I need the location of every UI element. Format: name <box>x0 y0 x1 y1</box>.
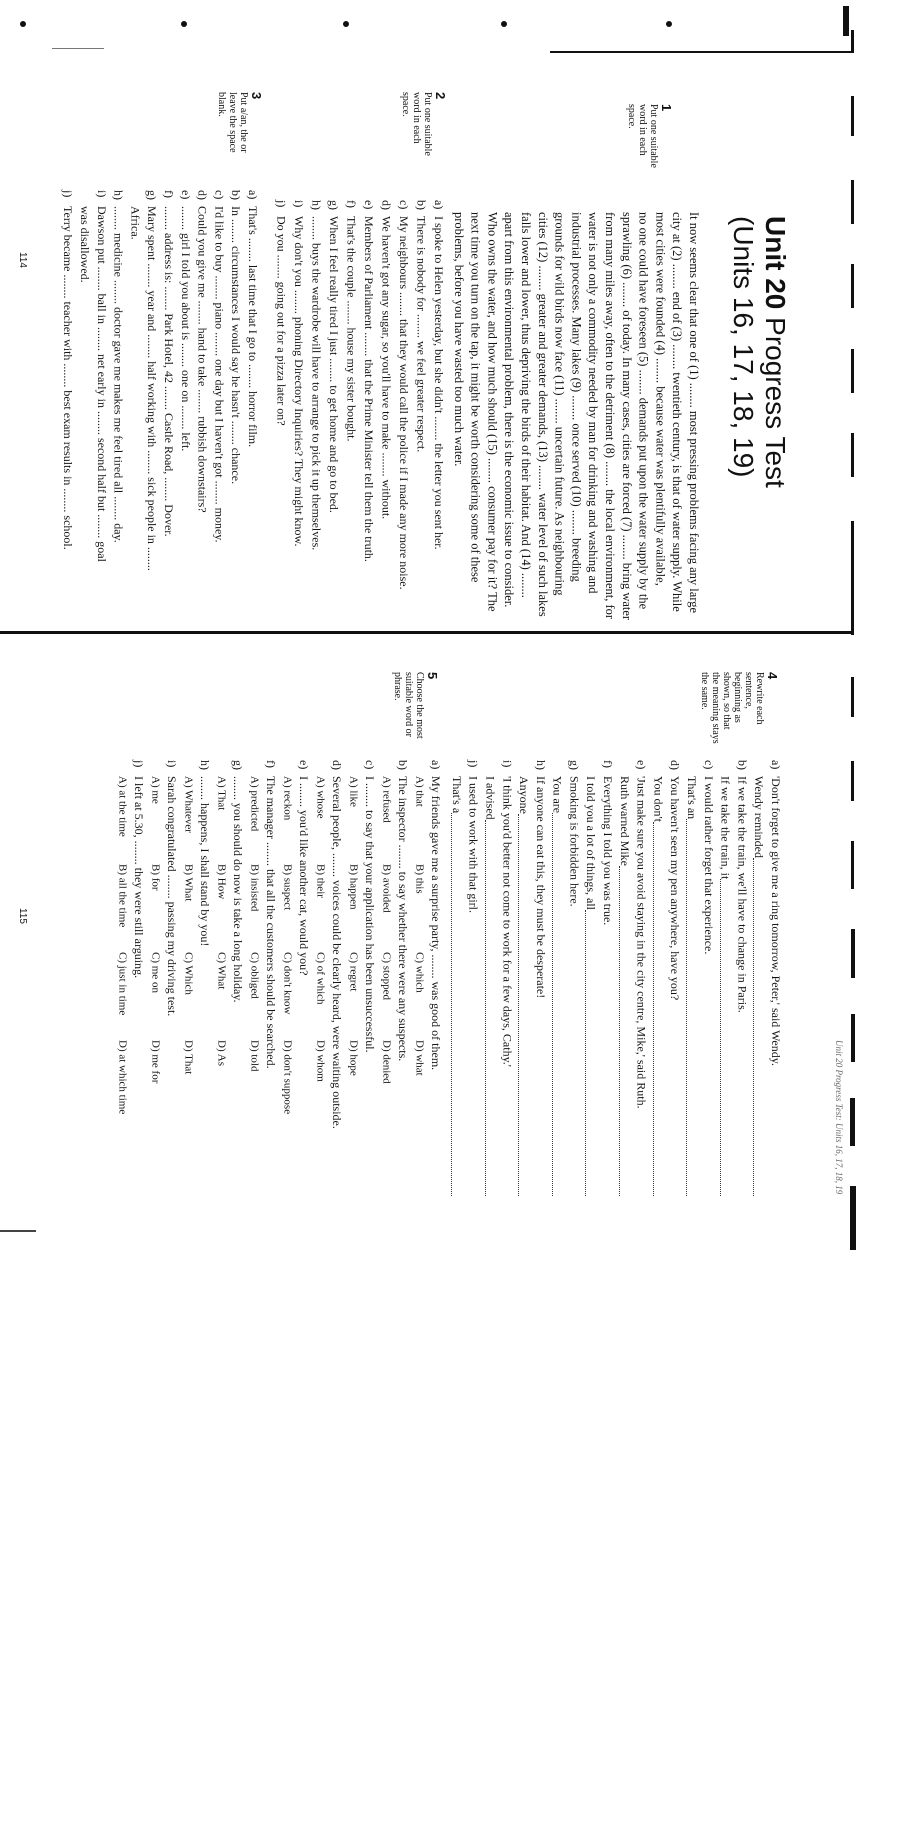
item-label: j) <box>466 760 481 768</box>
exercise-item <box>566 760 583 1196</box>
passage-line: Who owns the water, and how much should (15) ........ consumer pay for it? The <box>485 212 500 612</box>
answer-option: A) That <box>215 776 228 811</box>
dotted-answer-space <box>518 814 532 1196</box>
instruction-line: beginning as <box>732 672 743 723</box>
answer-option: B) for <box>149 864 162 891</box>
scan-dot-mark <box>501 21 507 27</box>
answer-option: B) What <box>182 864 195 902</box>
exercise-item <box>767 760 784 1196</box>
exercise-item <box>194 190 211 571</box>
answer-line <box>515 760 532 1196</box>
answer-option: D) That <box>182 1040 195 1075</box>
page-number: 114 <box>17 252 28 268</box>
options-row <box>246 760 263 1129</box>
scan-mark <box>52 48 104 49</box>
exercise-item <box>131 760 148 1129</box>
answer-option: B) happen <box>347 864 360 910</box>
answer-option: D) As <box>215 1040 228 1066</box>
item-label: i) <box>292 200 306 208</box>
options-row <box>180 760 197 1129</box>
options-row <box>378 760 395 1129</box>
answer-option: D) told <box>248 1040 261 1072</box>
dotted-answer-space <box>585 910 599 1196</box>
answer-option: A) reckon <box>281 776 294 821</box>
item-label: e) <box>634 760 649 770</box>
item-label: f) <box>344 200 359 208</box>
section-number: 5 <box>425 672 440 680</box>
item-text: I ........ you'd like another cat, would you? <box>297 776 311 976</box>
answer-start: I told you a lot of things, all <box>584 776 599 910</box>
answer-option: C) regret <box>347 952 360 992</box>
answer-option: A) whose <box>314 776 327 819</box>
dotted-answer-space <box>686 819 700 1196</box>
section-5-items <box>114 760 444 1129</box>
passage-line: grounds for wild birds now face (11) ........ uncertain future. As neighbouring <box>552 212 567 596</box>
item-text: Sarah congratulated ........ passing my driving test. <box>165 776 179 1017</box>
instruction-line: shown, so that <box>721 672 732 730</box>
exercise-item <box>143 190 160 571</box>
item-prompt: I used to work with that girl. <box>466 776 481 913</box>
passage-line: cities (12) ........ greater and greater demands, (13) ........ water level of such lakes <box>535 212 550 617</box>
page-edge-bar <box>851 180 854 224</box>
dotted-answer-space <box>753 858 767 1196</box>
passage-line: next time you turn on the tap, it might be worth considering some of these <box>468 212 483 583</box>
exercise-item <box>296 760 313 1129</box>
item-text: When I feel really tired I just ........ to get home and go to bed. <box>327 216 341 513</box>
answer-option: A) refused <box>380 776 393 823</box>
exercise-item <box>307 200 325 590</box>
item-label: e) <box>297 760 311 770</box>
item-label: b) <box>229 190 244 200</box>
item-label: c) <box>363 760 377 770</box>
item-text: I ........ to say that your application has been unsuccessful. <box>363 776 377 1053</box>
answer-start: If we take the train, it <box>718 776 733 880</box>
answer-line <box>482 760 499 1196</box>
item-text: Dawson put ........ ball in ........ net early in ........ second half but ........ goal <box>94 206 109 562</box>
item-text: We haven't got any sugar, so you'll have to make ........ without. <box>379 216 394 520</box>
exercise-item <box>395 200 413 590</box>
instruction-line: phrase. <box>392 672 403 701</box>
instruction-line: Rewrite each <box>754 672 765 725</box>
answer-option: C) don't know <box>281 952 294 1015</box>
passage-line: sprawling (6) ........ of today. In many cases, cities are forced (7) ........ bring water <box>619 212 634 621</box>
item-label: g) <box>231 760 245 770</box>
item-text: I spoke to Helen yesterday, but she didn't ........ the letter you sent her. <box>432 216 446 550</box>
item-prompt: 'I think you'd better not come to work for a few days, Cathy.' <box>500 776 515 1067</box>
passage-line: city at (2) ........ end of (3) ........ twentieth century, is that of water supply. While <box>670 212 685 612</box>
answer-option: D) me for <box>149 1040 162 1084</box>
answer-option: C) obliged <box>248 952 261 999</box>
instruction-line: Put a/an, the or <box>238 92 249 153</box>
title-unit: Unit 20 <box>760 216 791 310</box>
item-prompt: 'Don't forget to give me a ring tomorrow, Peter,' said Wendy. <box>769 776 783 1066</box>
exercise-item <box>599 760 616 1196</box>
item-text: Africa. <box>128 206 143 240</box>
instruction-line: Choose the most <box>414 672 425 739</box>
item-label: i) <box>165 760 179 768</box>
answer-option: B) suspect <box>281 864 294 911</box>
passage-line: from many miles away, often to the detriment (8) ........ the local environment, for <box>603 212 618 620</box>
answer-line <box>549 760 566 1196</box>
exercise-item <box>177 190 194 571</box>
answer-option: A) at the time <box>116 776 129 837</box>
passage-line: It now seems clear that one of (1) ........ most pressing problems facing any large <box>687 212 701 614</box>
item-label: a) <box>429 760 443 770</box>
section-5-label <box>392 672 439 739</box>
item-label: f) <box>264 760 278 768</box>
exercise-item <box>244 190 261 571</box>
item-label: b) <box>414 200 429 210</box>
answer-start: Ruth warned Mike <box>617 776 632 866</box>
item-text: In ........ circumstances I would say he hasn't ........ chance. <box>229 206 244 485</box>
passage-line: problems, before you have wasted too much water. <box>451 212 466 467</box>
exercise-item <box>412 200 430 590</box>
passage-line: industrial processes. Many lakes (9) ........ once served (10) ........ breeding <box>569 212 584 582</box>
answer-line <box>750 760 767 1196</box>
exercise-item <box>532 760 549 1196</box>
instruction-line: space. <box>626 104 637 129</box>
item-text: I'd like to buy ........ piano ........ one day but I haven't got ........ money. <box>212 206 227 543</box>
answer-start: You don't <box>651 776 666 822</box>
item-label: g) <box>327 200 341 210</box>
dotted-answer-space <box>619 866 633 1196</box>
page-number: 115 <box>17 908 28 924</box>
section-4-label <box>699 672 779 744</box>
options-row <box>147 760 164 1129</box>
exercise-item <box>377 200 395 590</box>
page-edge-bar <box>851 1014 855 1062</box>
answer-start: You are <box>550 776 565 814</box>
item-text: ........ address is: ........ Park Hotel, 42 ........ Castle Road, ........ Dover. <box>162 206 177 537</box>
item-label: a) <box>246 190 260 200</box>
exercise-item <box>272 200 290 590</box>
page-edge-bar <box>851 677 854 717</box>
item-text: That's ........ last time that I go to ........ horror film. <box>246 206 260 448</box>
exercise-item <box>342 200 360 590</box>
exercise-item <box>428 760 445 1129</box>
section-1-label <box>626 104 673 168</box>
exercise-item <box>263 760 280 1129</box>
item-prompt: I would rather forget that experience. <box>701 776 716 955</box>
item-label: i) <box>94 190 109 198</box>
answer-option: C) just in time <box>116 952 129 1016</box>
section-number: 1 <box>659 104 674 112</box>
dotted-answer-space <box>451 813 465 1196</box>
answer-option: D) hope <box>347 1040 360 1076</box>
page-edge-bar <box>851 841 854 889</box>
exercise-item <box>227 190 244 571</box>
item-text: My neighbours ........ that they would call the police if I made any more noise. <box>397 216 411 590</box>
section-2-items <box>272 200 447 590</box>
item-label: c) <box>212 190 227 200</box>
answer-option: A) like <box>347 776 360 807</box>
page-edge-bar <box>850 1098 855 1146</box>
exercise-item <box>734 760 751 1196</box>
page-divider <box>0 631 853 634</box>
answer-option: D) what <box>413 1040 426 1076</box>
exercise-item <box>211 190 228 571</box>
exercise-item <box>325 200 343 590</box>
page-title <box>727 216 791 488</box>
exercise-item <box>700 760 717 1196</box>
instruction-line: the same. <box>699 672 710 710</box>
running-header: Unit 20 Progress Test: Units 16, 17, 18, 19 <box>834 1040 844 1195</box>
answer-option: A) that <box>413 776 426 807</box>
section-3-label <box>216 92 263 153</box>
dotted-answer-space <box>720 879 734 1196</box>
item-prompt: Smoking is forbidden here. <box>567 776 582 907</box>
section-number: 4 <box>765 672 780 680</box>
exercise-item <box>164 760 181 1129</box>
item-label: d) <box>195 190 210 200</box>
item-label: f) <box>601 760 616 768</box>
answer-line <box>616 760 633 1196</box>
item-text: Terry became ........ teacher with ........ best exam results in ........ school. <box>61 206 76 550</box>
scan-dot-mark <box>20 21 26 27</box>
item-text: ........ girl I told you about is ........ one on ........ left. <box>178 206 193 452</box>
exercise-item <box>395 760 412 1129</box>
scan-mark <box>0 1230 36 1232</box>
item-label: j) <box>61 190 76 198</box>
options-row <box>345 760 362 1129</box>
dotted-answer-space <box>653 822 667 1196</box>
answer-option: B) this <box>413 864 426 894</box>
item-prompt: 'Just make sure you avoid staying in the city centre, Mike,' said Ruth. <box>634 776 649 1109</box>
item-text: ........ medicine ........ doctor gave me makes me feel tired all ........ day. <box>111 206 126 543</box>
answer-option: B) avoided <box>380 864 393 913</box>
answer-start: Anyone <box>517 776 532 814</box>
item-label: e) <box>362 200 376 210</box>
answer-line <box>683 760 700 1196</box>
instruction-line: Put one suitable <box>648 104 659 168</box>
scan-dot-mark <box>181 21 187 27</box>
answer-line <box>582 760 599 1196</box>
section-3-items <box>59 190 261 571</box>
item-text: Mary spent ........ year and ........ half working with ........ sick people in ........ <box>145 206 160 571</box>
answer-option: C) which <box>413 952 426 993</box>
exercise-item <box>127 190 144 571</box>
item-label: i) <box>500 760 515 768</box>
exercise-item <box>465 760 482 1196</box>
item-text: The inspector ........ to say whether there were any suspects. <box>396 776 410 1062</box>
section-2-label <box>400 92 447 156</box>
instruction-line: blank. <box>216 92 227 117</box>
item-label: a) <box>432 200 446 210</box>
exercise-item <box>197 760 214 1129</box>
item-text: ........ happens, I shall stand by you! <box>198 776 212 947</box>
item-text: ........ buys the wardrobe will have to arrange to pick it up themselves. <box>309 216 324 551</box>
instruction-line: suitable word or <box>403 672 414 737</box>
dotted-answer-space <box>552 813 566 1196</box>
exercise-item <box>59 190 76 571</box>
page-edge-bar <box>851 545 854 635</box>
section-4-items <box>448 760 784 1196</box>
item-text: was disallowed. <box>78 206 93 283</box>
item-text: Why don't you ........ phoning Directory Inquiries? They might know. <box>292 216 306 547</box>
answer-option: C) Which <box>182 952 195 995</box>
exercise-item <box>360 200 378 590</box>
answer-option: C) What <box>215 952 228 990</box>
passage-line: apart from this environmental problem, there is the economic issue to consider. <box>502 212 517 608</box>
page-edge-bar <box>851 30 854 53</box>
answer-start: That's an <box>685 776 700 820</box>
answer-line <box>717 760 734 1196</box>
answer-option: C) of which <box>314 952 327 1005</box>
answer-option: D) don't suppose <box>281 1040 294 1115</box>
instruction-line: word in each <box>637 104 648 156</box>
item-label: a) <box>769 760 783 770</box>
item-label: j) <box>132 760 146 768</box>
options-row <box>411 760 428 1129</box>
section-number: 2 <box>433 92 448 100</box>
answer-option: B) How <box>215 864 228 900</box>
options-row <box>213 760 230 1129</box>
answer-option: C) me on <box>149 952 162 993</box>
exercise-item <box>430 200 448 590</box>
item-label: f) <box>162 190 177 198</box>
scan-mark <box>843 6 849 36</box>
answer-start: I advised <box>483 776 498 820</box>
page-edge-bar <box>851 349 854 393</box>
page-edge-bar <box>851 761 854 801</box>
item-label: c) <box>701 760 716 770</box>
section-1-passage <box>450 212 702 620</box>
passage-line: falls lower and lower, thus depriving the birds of their habitat. And (14) ........ <box>519 212 534 598</box>
item-text: There is nobody for ........ we feel greater respect. <box>414 216 429 453</box>
exercise-item <box>666 760 683 1196</box>
page-edge-bar <box>851 96 854 136</box>
item-label: g) <box>145 190 160 200</box>
item-prompt: If anyone can eat this, they must be desperate! <box>533 776 548 999</box>
item-text: The manager ........ that all the customers should be searched. <box>264 776 278 1069</box>
item-text: My friends gave me a surprise party, ........ was good of them. <box>429 776 443 1071</box>
options-row <box>114 760 131 1129</box>
exercise-item <box>230 760 247 1129</box>
item-label: h) <box>111 190 126 200</box>
page-edge-bar <box>851 264 854 308</box>
exercise-item <box>290 200 308 590</box>
item-prompt: You haven't seen my pen anywhere, have you? <box>668 776 683 1001</box>
item-label: e) <box>178 190 193 200</box>
item-text: Several people, ........ voices could be clearly heard, were waiting outside. <box>330 776 344 1129</box>
passage-line: no one could have foreseen (5) ........ demands put upon the water supply by the <box>636 212 651 610</box>
exercise-item <box>362 760 379 1129</box>
answer-option: C) stopped <box>380 952 393 1000</box>
item-text: Could you give me ........ hand to take ........ rubbish downstairs? <box>195 206 210 513</box>
exercise-item <box>93 190 110 571</box>
item-text: Members of Parliament ........ that the Prime Minister tell them the truth. <box>362 216 376 562</box>
item-label: h) <box>309 200 324 210</box>
item-label: h) <box>533 760 548 770</box>
answer-option: A) predicted <box>248 776 261 832</box>
item-label: c) <box>397 200 411 210</box>
item-text: I left at 5.30, ........ they were still arguing. <box>132 776 146 979</box>
title-text: Progress Test <box>760 317 791 488</box>
exercise-item <box>160 190 177 571</box>
item-text: That's the couple ........ house my sister bought. <box>344 216 359 442</box>
scan-dot-mark <box>343 21 349 27</box>
item-label: b) <box>396 760 410 770</box>
passage-line: most cities were founded (4) ........ because water was plentifully available, <box>653 212 668 586</box>
item-prompt: Everything I told you was true. <box>601 776 616 926</box>
item-label: h) <box>198 760 212 770</box>
options-row <box>312 760 329 1129</box>
answer-start: That's a <box>449 776 464 814</box>
scan-dot-mark <box>666 21 672 27</box>
exercise-item <box>329 760 346 1129</box>
answer-option: B) all the time <box>116 864 129 928</box>
instruction-line: the meaning stays <box>710 672 721 744</box>
exercise-item <box>633 760 650 1196</box>
item-label: j) <box>274 200 289 208</box>
exercise-item <box>110 190 127 571</box>
title-units: (Units 16, 17, 18, 19) <box>728 216 759 478</box>
item-label: g) <box>567 760 582 770</box>
answer-line <box>650 760 667 1196</box>
item-prompt: If we take the train, we'll have to change in Paris. <box>735 776 750 1013</box>
page-edge-bar <box>851 433 854 477</box>
answer-start: Wendy reminded <box>752 776 767 859</box>
instruction-line: space. <box>400 92 411 117</box>
instruction-line: word in each <box>411 92 422 144</box>
answer-line <box>448 760 465 1196</box>
options-row <box>279 760 296 1129</box>
answer-option: A) me <box>149 776 162 804</box>
item-text: Do you ........ going out for a pizza later on? <box>274 216 289 426</box>
page-top-rule <box>550 51 854 53</box>
instruction-line: sentence, <box>743 672 754 709</box>
section-number: 3 <box>249 92 264 100</box>
item-label: d) <box>668 760 683 770</box>
answer-option: B) insisted <box>248 864 261 912</box>
item-label: d) <box>379 200 394 210</box>
page-edge-bar <box>850 1186 856 1250</box>
exercise-item <box>498 760 515 1196</box>
instruction-line: leave the space <box>227 92 238 153</box>
item-label: d) <box>330 760 344 770</box>
item-label: b) <box>735 760 750 770</box>
passage-line: water is not only a commodity needed by man for drinking and washing and <box>586 212 601 594</box>
answer-option: D) whom <box>314 1040 327 1082</box>
answer-option: D) at which time <box>116 1040 129 1115</box>
answer-option: D) denied <box>380 1040 393 1084</box>
answer-option: A) Whatever <box>182 776 195 833</box>
answer-option: B) their <box>314 864 327 898</box>
exercise-item <box>76 190 93 571</box>
page-edge-bar <box>851 929 855 978</box>
instruction-line: Put one suitable <box>422 92 433 156</box>
item-text: ........ you should do now is take a long holiday. <box>231 776 245 1003</box>
dotted-answer-space <box>485 820 499 1196</box>
